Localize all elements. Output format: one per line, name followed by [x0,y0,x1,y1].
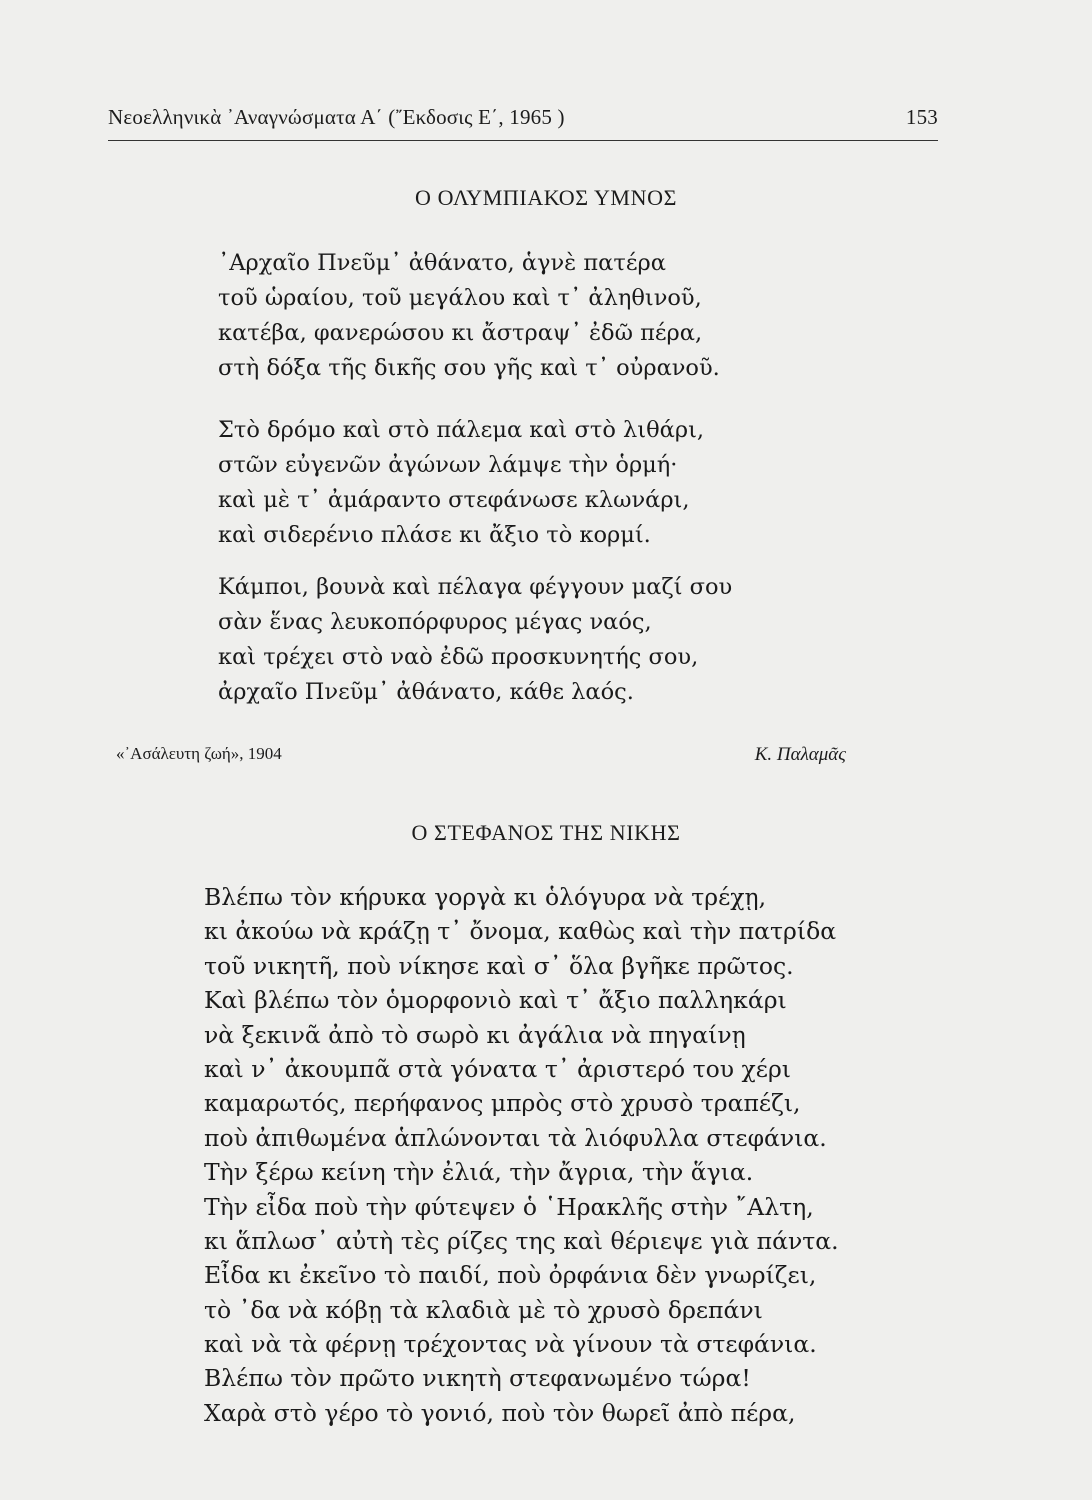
verse-line: Χαρὰ στὸ γέρο τὸ γονιό, ποὺ τὸν θωρεῖ ἀπὸ πέρα, [204,1398,796,1427]
verse-line: Κάμποι, βουνὰ καὶ πέλαγα φέγγουν μαζί σου [218,574,733,600]
verse-line: ἀρχαῖο Πνεῦμ᾿ ἀθάνατο, κάθε λαός. [218,679,634,705]
stanza-2 [218,413,704,553]
verse-line: καμαρωτός, περήφανος μπρὸς στὸ χρυσὸ τραπέζι, [204,1089,801,1118]
poem-victory-wreath [204,880,839,1430]
verse-line: καὶ ν᾿ ἀκουμπᾶ στὰ γόνατα τ᾿ ἀριστερό του χέρι [204,1054,791,1083]
verse-line: καὶ σιδερένιο πλάσε κι ἄξιο τὸ κορμί. [218,522,651,548]
poem-attribution [116,744,846,770]
running-head-text: Νεοελληνικὰ ᾿Αναγνώσματα Α΄ (῎Εκδοσις Ε΄, 1965 ) [108,105,565,129]
verse-line: στῶν εὐγενῶν ἀγώνων λάμψε τὴν ὁρμή· [218,452,678,478]
stanza-3 [218,570,732,710]
verse-line: καὶ νὰ τὰ φέρνῃ τρέχοντας νὰ γίνουν τὰ στεφάνια. [204,1330,817,1359]
verse-line: καὶ μὲ τ᾿ ἀμάραντο στεφάνωσε κλωνάρι, [218,487,690,513]
poem-title-victory-wreath: Ο ΣΤΕΦΑΝΟΣ ΤΗΣ ΝΙΚΗΣ [411,820,681,845]
verse-line: Βλέπω τὸν πρῶτο νικητὴ στεφανωμένο τώρα! [204,1364,751,1393]
verse-line: κατέβα, φανερώσου κι ἄστραψ᾿ ἐδῶ πέρα, [218,320,703,346]
verse-line: Τὴν εἶδα ποὺ τὴν φύτεψεν ὁ ῾Ηρακλῆς στὴν ῎Αλτη, [204,1192,814,1221]
verse-line: ποὺ ἀπιθωμένα ἁπλώνονται τὰ λιόφυλλα στεφάνια. [204,1123,827,1152]
verse-line: στὴ δόξα τῆς δικῆς σου γῆς καὶ τ᾿ οὐρανοῦ. [218,355,720,381]
verse-line: κι ἀκούω νὰ κράζῃ τ᾿ ὄνομα, καθὼς καὶ τὴν πατρίδα [204,917,837,946]
poem-title-olympic-hymn: Ο ΟΛΥΜΠΙΑΚΟΣ ΥΜΝΟΣ [415,185,677,210]
verse-line: Εἶδα κι ἐκεῖνο τὸ παιδί, ποὺ ὀρφάνια δὲν γνωρίζει, [204,1261,817,1290]
verse-line: Τὴν ξέρω κείνη τὴν ἐλιά, τὴν ἄγρια, τὴν ἅγια. [204,1158,754,1187]
verse-line: καὶ τρέχει στὸ ναὸ ἐδῶ προσκυνητής σου, [218,644,699,670]
verse-line: Καὶ βλέπω τὸν ὁμορφονιὸ καὶ τ᾿ ἄξιο παλληκάρι [204,986,787,1015]
verse-line: σὰν ἕνας λευκοπόρφυρος μέγας ναός, [218,609,652,635]
verse-line: κι ἅπλωσ᾿ αὐτὴ τὲς ρίζες της καὶ θέριεψε γιὰ πάντα. [204,1226,839,1255]
verse-line: τοῦ ὡραίου, τοῦ μεγάλου καὶ τ᾿ ἀληθινοῦ, [218,285,702,311]
verse-line: τοῦ νικητῆ, ποὺ νίκησε καὶ σ᾿ ὅλα βγῆκε πρῶτος. [204,951,794,980]
verse-line: Στὸ δρόμο καὶ στὸ πάλεμα καὶ στὸ λιθάρι, [218,417,705,443]
running-head [108,103,938,133]
verse-line: Βλέπω τὸν κήρυκα γοργὰ κι ὁλόγυρα νὰ τρέχῃ, [204,883,767,911]
verse-line: τὸ ᾿δα νὰ κόβῃ τὰ κλαδιὰ μὲ τὸ χρυσὸ δρεπάνι [204,1295,763,1324]
verse-line: νὰ ξεκινᾶ ἀπὸ τὸ σωρὸ κι ἀγάλια νὰ πηγαίνῃ [204,1020,746,1049]
source-citation: «᾿Ασάλευτη ζωή», 1904 [116,744,282,763]
author-name: Κ. Παλαμᾶς [754,744,846,765]
verse-line: ᾿Αρχαῖο Πνεῦμ᾿ ἀθάνατο, ἁγνὲ πατέρα [218,250,666,276]
stanza-1 [218,246,720,386]
page-number: 153 [905,105,938,129]
header-divider [108,140,938,141]
